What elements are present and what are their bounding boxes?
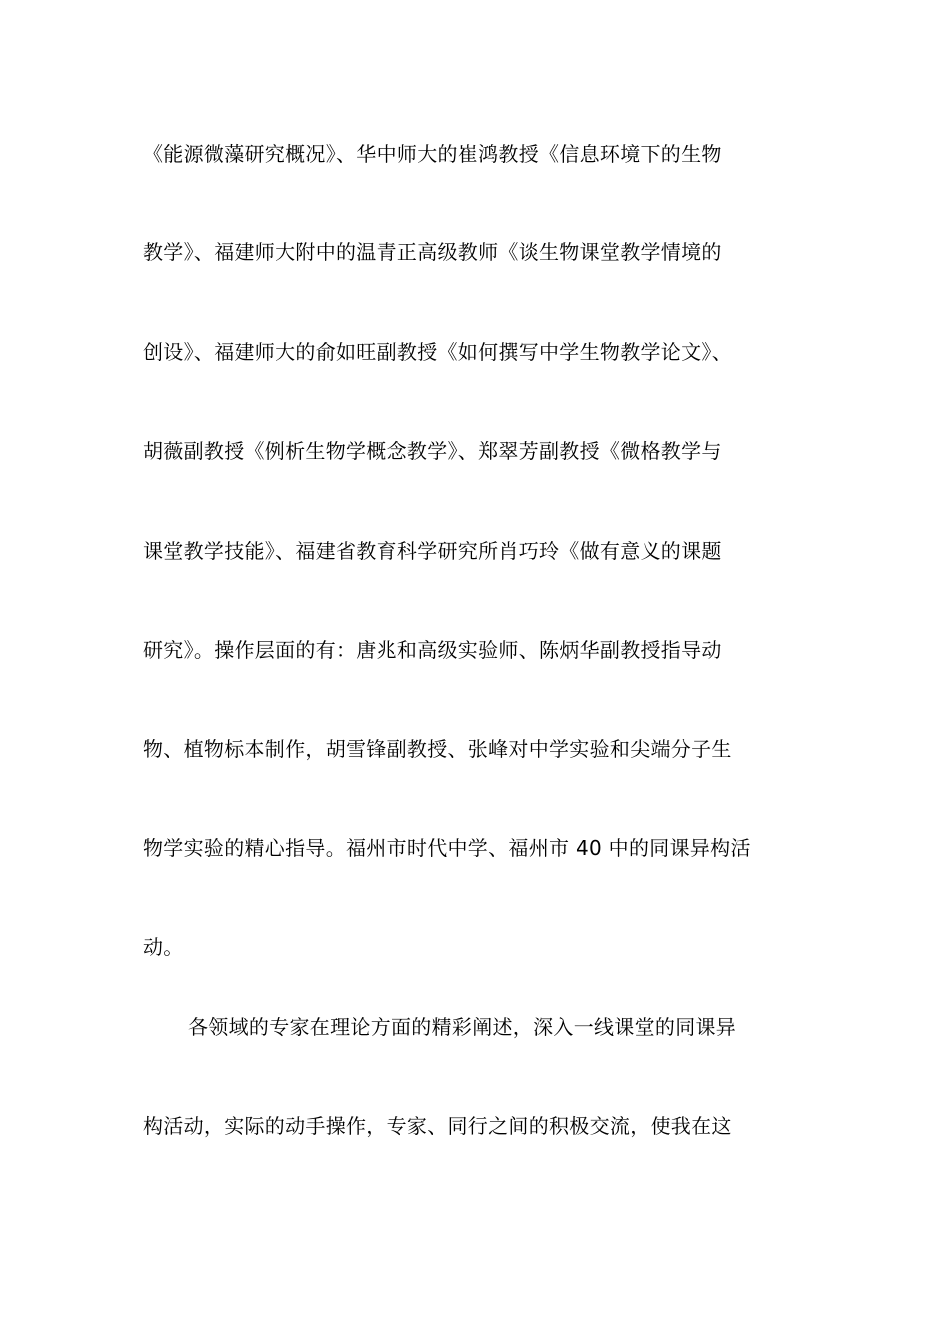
paragraph-line-5: 课堂教学技能》、福建省教育科学研究所肖巧玲《做有意义的课题 bbox=[143, 539, 722, 563]
paragraph-line-4: 胡薇副教授《例析生物学概念教学》、郑翠芳副教授《微格教学与 bbox=[143, 439, 722, 463]
paragraph-line-1: 《能源微藻研究概况》、华中师大的崔鸿教授《信息环境下的生物 bbox=[143, 142, 722, 166]
paragraph-line-2: 教学》、福建师大附中的温青正高级教师《谈生物课堂教学情境的 bbox=[143, 240, 722, 264]
paragraph-line-8: 物学实验的精心指导。福州市时代中学、福州市 40 中的同课异构活 bbox=[143, 836, 751, 860]
paragraph-line-9: 动。 bbox=[143, 935, 184, 959]
paragraph-line-10: 各领域的专家在理论方面的精彩阐述，深入一线课堂的同课异 bbox=[188, 1015, 737, 1039]
paragraph-line-11: 构活动，实际的动手操作，专家、同行之间的积极交流，使我在这 bbox=[143, 1114, 732, 1138]
paragraph-line-6: 研究》。操作层面的有：唐兆和高级实验师、陈炳华副教授指导动 bbox=[143, 638, 722, 662]
paragraph-line-3: 创设》、福建师大的俞如旺副教授《如何撰写中学生物教学论文》、 bbox=[143, 340, 732, 364]
paragraph-line-7: 物、植物标本制作，胡雪锋副教授、张峰对中学实验和尖端分子生 bbox=[143, 737, 732, 761]
